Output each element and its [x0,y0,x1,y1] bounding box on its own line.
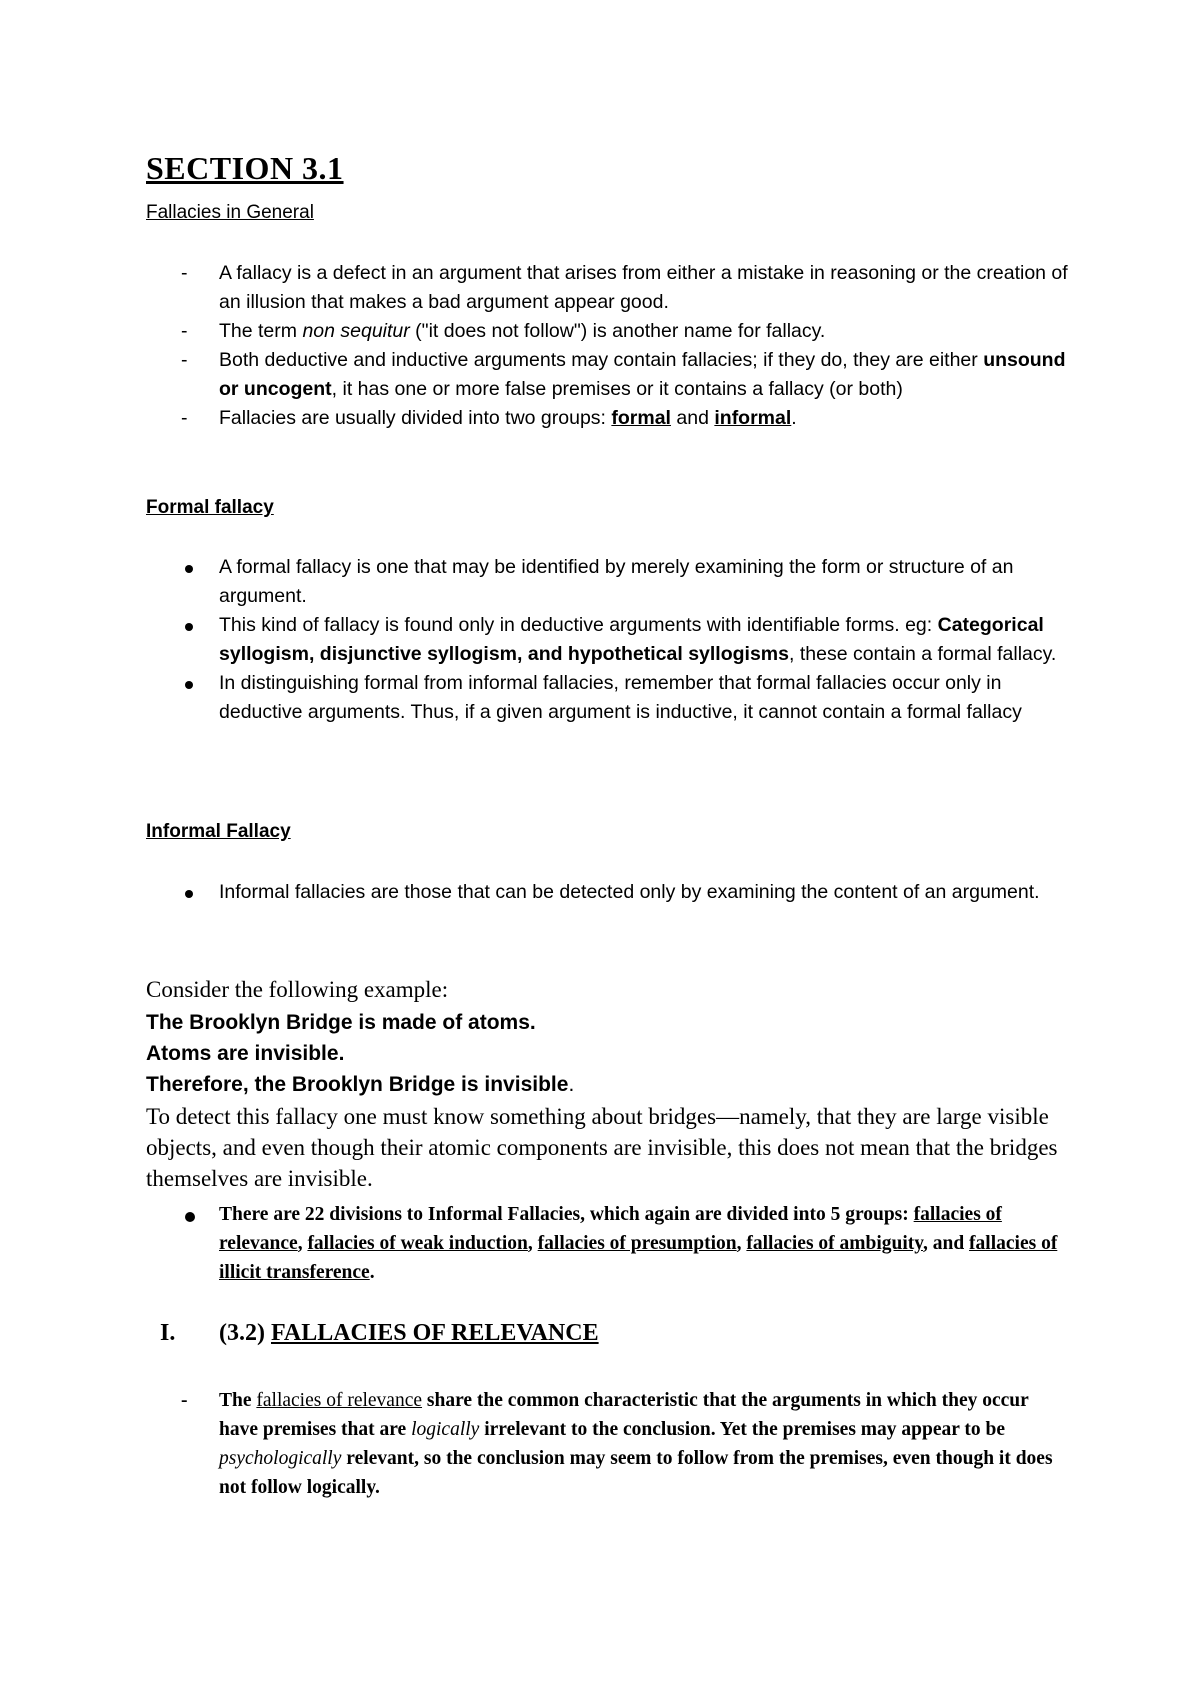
heading-fallacies-general: Fallacies in General [146,202,314,223]
term-non-sequitur: non sequitur [302,320,410,342]
dash-bullet: - [181,349,188,371]
list-item: - The term non sequitur ("it does not follow") is another name for fallacy. [0,317,1069,346]
general-list [0,259,1069,433]
syllogism-types: Categorical syllogism, disjunctive syllogism, and hypothetical syllogisms [219,614,1044,665]
term-unsound-uncogent: unsound or uncogent [219,349,1066,400]
term-informal: informal [714,407,792,429]
heading-informal-fallacy: Informal Fallacy [146,821,291,842]
list-item: Informal fallacies are those that can be detected only by examining the content of an argument. [0,878,1069,907]
list-item: This kind of fallacy is found only in deductive arguments with identifiable forms. eg: Categorical syllogism, disjunctive syllogism, and hypothetical syllogisms, these contain a formal fallacy. [0,611,1069,669]
heading-formal-fallacy: Formal fallacy [146,497,274,518]
dash-bullet: - [181,1390,188,1411]
group-weak-induction: fallacies of weak induction [307,1233,528,1254]
dash-bullet: - [181,262,188,284]
list-item [0,259,1069,317]
list-item: A formal fallacy is one that may be identified by merely examining the form or structure of an argument. [0,553,1069,611]
informal-list [0,878,1069,907]
list-item-text: A fallacy is a defect in an argument that arises from either a mistake in reasoning or the creation of an illusion that makes a bad argument appear good. [219,262,1068,313]
bullet-dot [185,565,193,573]
relevance-list [0,1386,1069,1502]
example-conclusion: Therefore, the Brooklyn Bridge is invisible. [146,1073,575,1096]
group-illicit-transference: fallacies of illicit transference [219,1233,1058,1283]
term-fallacies-of-relevance: fallacies of relevance [256,1390,423,1411]
term-formal: formal [611,407,671,429]
list-item: In distinguishing formal from informal fallacies, remember that formal fallacies occur only in deductive arguments. Thus, if a given argument is inductive, it cannot contain a formal fallacy [0,669,1069,727]
list-item: - Both deductive and inductive arguments may contain fallacies; if they do, they are either unsound or uncogent, it has one or more false premises or it contains a fallacy (or both) [0,346,1069,404]
bullet-dot [185,623,193,631]
bullet-dot [185,890,193,898]
section-title: SECTION 3.1 [146,150,344,186]
bullet-dot [185,681,193,689]
example-premise-2: Atoms are invisible. [146,1042,345,1065]
list-item: - Fallacies are usually divided into two groups: formal and informal. [0,404,1069,433]
document-page: SECTION 3.1 Fallacies in General - A fallacy is a defect in an argument that arises from either a mistake in reasoning or the creation of an illusion that makes a bad argument appear good. - The term non sequitur ("it does not follow") is another name for fallacy. - Both deductive and inductive arguments may contain fallacies; if they do, they are either unsound or uncogent, it has one or more false premises or it contains a fallacy (or both) - Fallacies are usually divided into two groups: formal and informal. Formal fallacy A formal fallacy is one that may be identified by merely examining the form or structure of an argument. This kind of fallacy is found only in deductive arguments with identifiable forms. eg: Categorical syllogism, disjunctive syllogism, and hypothetical syllogisms, these contain a formal fallacy. In distinguishing formal from informal fallacies, remember that formal fallacies occur only in deductive arguments. Thus, if a given argument is inductive, it cannot contain a formal fallacy Informal Fallacy Informal fallacies are those that can be detected only by examining the content of an argument. Consider the following example: The Brooklyn Bridge is made of atoms. Atoms are invisible. Therefore, the Brooklyn Bridge is invisible. To detect this fallacy one must know something about bridges—namely, that they are large visible objects, and even though their atomic components are invisible, this does not mean that the bridges themselves are invisible. There are 22 divisions to Informal Fallacies, which again are divided into 5 groups: fallacies of relevance, fallacies of weak induction, fallacies of presumption, fallacies of ambiguity, and fallacies of illicit transference. I. (3.2) FALLACIES OF RELEVANCE - The fallacies of relevance share the common characteristic that the arguments in which they occur have premises that are logically irrelevant to the conclusion. Yet the premises may appear to be psychologically relevant, so the conclusion may seem to follow from the premises, even though it does not follow logically. [0,0,1200,1698]
dash-bullet: - [181,407,188,429]
term-psychologically: psychologically [219,1448,342,1469]
example-explanation: To detect this fallacy one must know something about bridges—namely, that they are large visible objects, and even though their atomic components are invisible, this does not mean that the bridges themselves are invisible. [146,1104,1058,1191]
group-relevance: fallacies of relevance [219,1204,1002,1254]
term-logically: logically [411,1419,480,1440]
list-item: - The fallacies of relevance share the common characteristic that the arguments in which they occur have premises that are logically irrelevant to the conclusion. Yet the premises may appear to be psychologically relevant, so the conclusion may seem to follow from the premises, even though it does not follow logically. [0,1386,1069,1502]
formal-list [0,553,1069,727]
group-presumption: fallacies of presumption [537,1233,737,1254]
example-intro: Consider the following example: [146,977,449,1002]
group-ambiguity: fallacies of ambiguity [746,1233,923,1254]
dash-bullet: - [181,320,188,342]
divisions-list [0,1200,1069,1287]
roman-numeral: I. [160,1320,176,1346]
list-item: There are 22 divisions to Informal Fallacies, which again are divided into 5 groups: fallacies of relevance, fallacies of weak induction, fallacies of presumption, fallacies of ambiguity, and fallacies of illicit transference. [0,1200,1069,1287]
relevance-title: FALLACIES OF RELEVANCE [270,1320,599,1346]
example-premise-1: The Brooklyn Bridge is made of atoms. [146,1011,536,1034]
bullet-dot [185,1212,195,1222]
